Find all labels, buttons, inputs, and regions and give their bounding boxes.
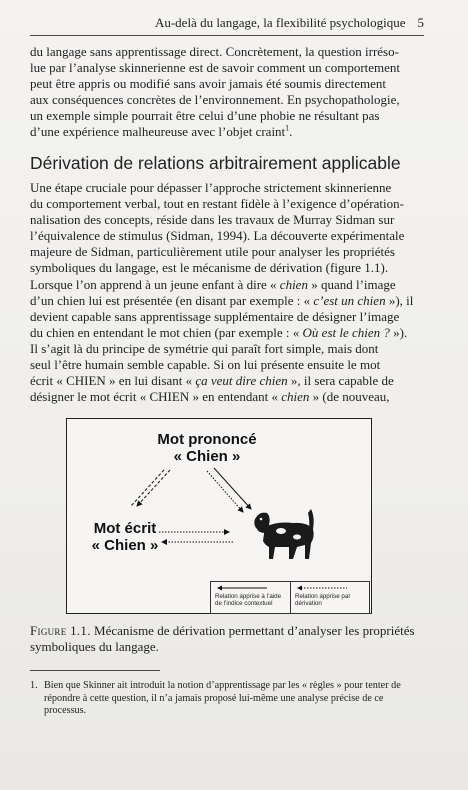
figure-derivation-diagram [66, 418, 372, 614]
text-line: aux conséquences concrètes de l’environnement. En psychopathologie, [30, 92, 400, 108]
text-span: désigner le mot écrit « CHIEN » en entendant « [30, 389, 282, 405]
text-line: Une étape cruciale pour dépasser l’approche strictement skinnerienne [30, 180, 392, 195]
legend-contextual-text: Relation apprise à l’aide de l’indice contextuel [215, 593, 282, 607]
arrow-spoken-to-image [207, 468, 251, 512]
written-word-example: « Chien » [91, 537, 159, 554]
text-line: lue par l’analyse skinnerienne est de savoir comment un comportement [30, 60, 401, 76]
running-title: Au-delà du langage, la flexibilité psychologique [154, 15, 406, 30]
text-line: du langage sans apprentissage direct. Concrètement, la question irréso- [30, 44, 399, 59]
arrow-written-to-image [159, 532, 233, 542]
text-line [30, 389, 423, 405]
section-title: Dérivation de relations arbitrairement applicable [30, 153, 401, 173]
text-line: peut être appris ou modifié sans avoir jamais été soumis directement [30, 76, 386, 92]
text-span: d’une expérience malheureuse avec l’objet craint [30, 124, 286, 140]
page-number: 5 [417, 15, 424, 30]
legend [210, 581, 370, 614]
italic-span: Où est le chien ? [302, 324, 390, 340]
text-span: », il sera capable de [287, 373, 394, 389]
written-word-title: Mot écrit [93, 520, 157, 537]
text-span: »). [389, 324, 408, 340]
text-span: d’un chien lui est présentée (en disant par exemple : « [30, 292, 314, 308]
legend-contextual [211, 582, 290, 613]
italic-span: chien [279, 276, 308, 292]
text-span: Lorsque l’on apprend à un jeune enfant à dire « [30, 276, 280, 292]
text-line: du comportement verbal, tout en restant fidèle à l’exigence d’opération- [30, 196, 404, 212]
paragraph-1 [30, 44, 423, 141]
legend-derived-text: Relation apprise par dérivation [295, 593, 351, 607]
text-span: du chien en entendant le mot chien (par exemple : « [30, 324, 303, 340]
text-line: un exemple simple pourrait être celui d’une phobie ne résultant pas [30, 108, 380, 124]
text-line [30, 325, 423, 341]
text-line: seul l’être humain semble capable. Si on lui présente ensuite le mot [30, 357, 381, 373]
arrow-spoken-to-written [131, 470, 170, 506]
text-line: Il s’agit là du principe de symétrie qui paraît fort simple, mais dont [30, 340, 379, 356]
running-header [30, 15, 424, 36]
dotted-arrow-icon [297, 585, 347, 591]
text-span: écrit « CHIEN » en lui disant « [30, 373, 196, 389]
text-line [30, 373, 423, 389]
spoken-word-example: « Chien » [173, 448, 241, 465]
footnote-ref[interactable]: 1 [285, 124, 290, 134]
text-line: nalisation des concepts, réside dans les travaux de Murray Sidman sur [30, 212, 395, 228]
footnote [30, 680, 423, 718]
text-line [30, 124, 423, 140]
figure-caption [30, 623, 423, 655]
dog-image [253, 507, 325, 569]
footnote-separator [30, 670, 160, 671]
spoken-word-title: Mot prononcé [157, 431, 257, 448]
legend-derived [290, 582, 370, 613]
text-line [30, 277, 423, 293]
text-line: l’équivalence de stimulus (Sidman, 1994). La découverte expérimentale [30, 228, 405, 244]
italic-span: ça veut dire chien [195, 373, 288, 389]
text-span: » quand l’image [307, 276, 396, 292]
text-span: . [289, 124, 293, 140]
text-line: devient capable sans apprentissage supplémentaire de désigner l’image [30, 308, 400, 324]
caption-label: Figure 1.1. [30, 623, 91, 638]
caption-text: Mécanisme de dérivation permettant d’analyser les propriétés symboliques du langage. [30, 623, 415, 655]
text-span: » (de nouveau, [309, 389, 390, 405]
footnote-number: 1. [30, 680, 38, 691]
paragraph-2 [30, 180, 423, 405]
text-line: symboliques du langage, est le mécanisme de dérivation (figure 1.1). [30, 260, 389, 276]
italic-span: chien [281, 389, 310, 405]
text-line: majeure de Sidman, particulièrement utile pour analyser les propriétés [30, 244, 395, 260]
italic-span: c’est un chien [313, 292, 386, 308]
solid-arrow-icon [217, 585, 267, 591]
text-line [30, 293, 423, 309]
footnote-text: Bien que Skinner ait introduit la notion d’apprentissage par les « règles » pour tenter de répondre à cette question, il n’a jamais proposé lui-même une analyse précise de ce processus. [44, 680, 401, 717]
text-span: »), il [385, 292, 414, 308]
